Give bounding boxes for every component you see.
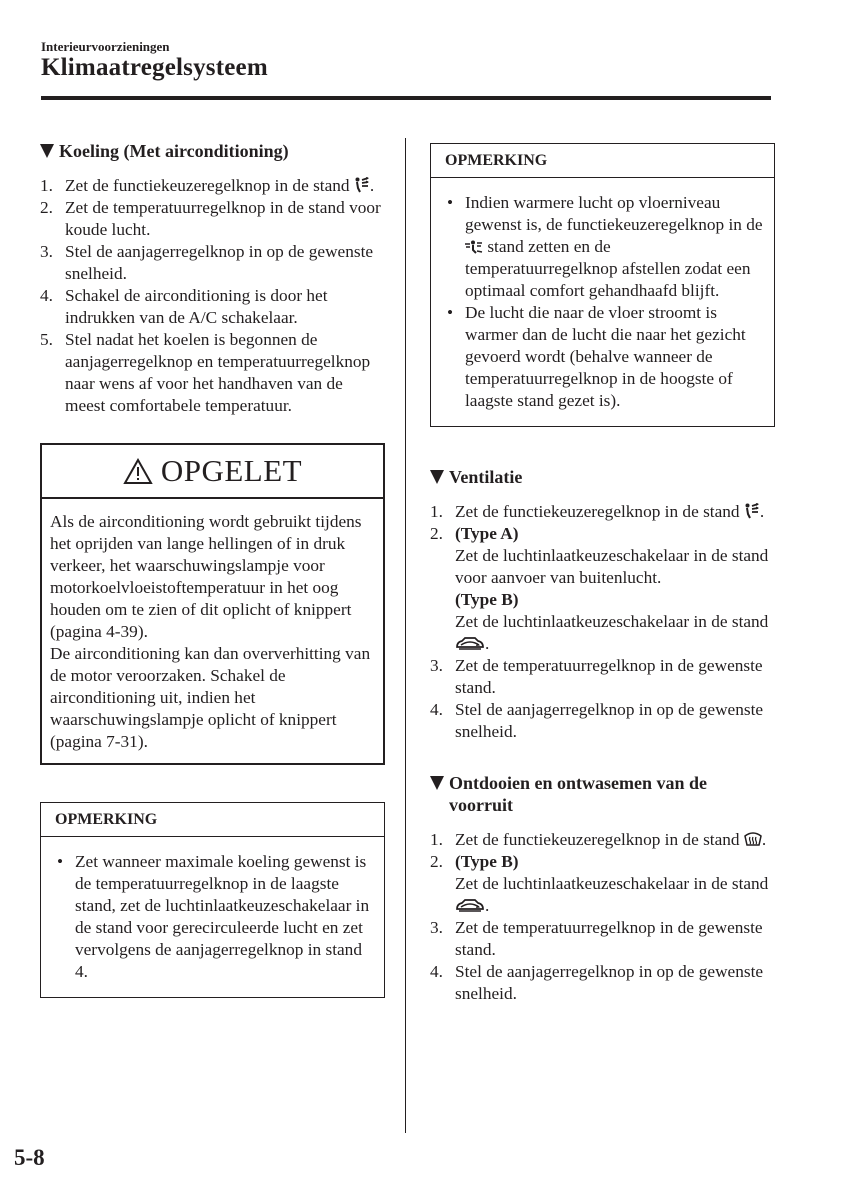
list-item: 3. Stel de aanjagerregelknop in op de gewenste snelheid. (40, 242, 374, 283)
bi-level-mode-icon (465, 240, 483, 254)
list-item: 3. Zet de temperatuurregelknop in de gewenste stand. (430, 656, 763, 697)
list-item: 4. Schakel de airconditioning is door het indrukken van de A/C schakelaar. (40, 286, 328, 327)
title-rule (41, 96, 771, 100)
note-heading: OPMERKING (431, 144, 774, 178)
list-item: • Indien warmere lucht op vloerniveau gewenst is, de functiekeuzeregelknop in de stand zetten en de temperatuurregelknop afstellen zodat een optimaal comfort gehandhaafd blijft. (447, 193, 763, 300)
list-item: 1. Zet de functiekeuzeregelknop in de stand . (430, 830, 767, 849)
note-box (40, 802, 385, 998)
cooling-heading: Koeling (Met airconditioning) (40, 140, 385, 162)
caution-title: OPGELET (160, 453, 303, 488)
caution-body (42, 499, 383, 763)
list-item: 2. (Type A) Zet de luchtinlaatkeuzeschakelaar in de stand voor aanvoer van buitenlucht. (Type B) Zet de luchtinlaatkeuzeschakelaar in de stand . (430, 524, 769, 653)
ventilation-heading: Ventilatie (430, 466, 775, 488)
caution-paragraph: Als de airconditioning wordt gebruikt tijdens het oprijden van lange hellingen of in druk verkeer, het waarschuwingslampje voor motorkoelvloeistoftemperatuur in het oog houden om te zien of dit oplicht of knippert (pagina 4-39). (50, 512, 362, 641)
list-item: 2. Zet de temperatuurregelknop in de stand voor koude lucht. (40, 198, 381, 239)
caution-paragraph: De airconditioning kan dan oververhitting van de motor veroorzaken. Schakel de airconditioning uit, indien het waarschuwingslampje oplicht of knippert (pagina 7-31). (50, 644, 371, 751)
defrost-steps (430, 829, 775, 1005)
list-item: 1. Zet de functiekeuzeregelknop in de stand . (430, 502, 765, 521)
caution-header (42, 445, 383, 499)
recirculation-icon (455, 637, 485, 651)
warning-triangle-icon (123, 458, 153, 485)
recirculation-icon (455, 899, 485, 913)
list-item: 3. Zet de temperatuurregelknop in de gewenste stand. (430, 918, 763, 959)
list-item: 5. Stel nadat het koelen is begonnen de aanjagerregelknop en temperatuurregelknop naar wens af voor het handhaven van de meest comfortabele temperatuur. (40, 330, 371, 415)
right-column (430, 140, 775, 1005)
defrost-heading: Ontdooien en ontwasemen van de voorruit (430, 772, 775, 816)
vent-mode-icon (354, 177, 370, 193)
page-number: 5-8 (14, 1145, 45, 1170)
cooling-steps (40, 175, 385, 417)
list-item: • De lucht die naar de vloer stroomt is warmer dan de lucht die naar het gezicht gevoerd wordt (behalve wanneer de temperatuurregelknop in de hoogste of laagste stand gezet is). (447, 303, 746, 410)
note-heading: OPMERKING (41, 803, 384, 837)
defroster-icon (744, 831, 762, 847)
note-body (41, 837, 384, 997)
list-item: 4. Stel de aanjagerregelknop in op de gewenste snelheid. (430, 700, 764, 741)
page-title: Klimaatregelsysteem (41, 54, 268, 81)
list-item: 2. (Type B) Zet de luchtinlaatkeuzeschakelaar in de stand . (430, 852, 769, 915)
note-body (431, 178, 774, 426)
column-divider (405, 138, 406, 1133)
list-item: 1. Zet de functiekeuzeregelknop in de stand . (40, 176, 375, 195)
note-box (430, 143, 775, 427)
left-column (40, 140, 385, 998)
section-triangle-icon (430, 776, 444, 790)
section-triangle-icon (430, 470, 444, 484)
section-triangle-icon (40, 144, 54, 158)
vent-mode-icon (744, 503, 760, 519)
ventilation-steps (430, 501, 775, 743)
list-item: • Zet wanneer maximale koeling gewenst is de temperatuurregelknop in de laagste stand, zet de luchtinlaatkeuzeschakelaar in de stand voor gerecirculeerde lucht en zet vervolgens de aanjagerregelknop in stand 4. (57, 852, 370, 981)
list-item: 4. Stel de aanjagerregelknop in op de gewenste snelheid. (430, 962, 764, 1003)
breadcrumb: Interieurvoorzieningen (41, 39, 170, 54)
caution-box (40, 443, 385, 765)
